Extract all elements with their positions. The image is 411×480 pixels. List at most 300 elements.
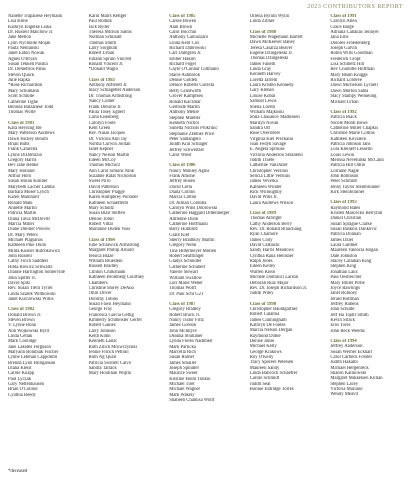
contributor-name: Kent Green <box>88 125 111 131</box>
contributor-name: Sandra Tarlack <box>88 366 117 371</box>
page-header: 2023 CONTRIBUTORS REPORT <box>307 3 403 10</box>
contributor-name: Grover Kampfsen <box>169 94 203 100</box>
contributor-name: Ollin Driver <box>88 291 112 297</box>
contributor-name: Shila Chasanov Mathiesen <box>249 115 300 121</box>
contributor-name: Karin Marrs Rettger <box>88 14 127 19</box>
contributor-name: Mary Bibler Pirtle <box>330 280 365 286</box>
contributor-name: Diane Dreiller Powers <box>8 227 50 233</box>
footnote-deceased: *deceased <box>8 469 28 474</box>
contributor-name: Deborah Ruiz Major <box>249 280 289 286</box>
contributor-name: Raymond Bates <box>330 205 361 211</box>
contributor-name: Suzanne Rafat Nicholson <box>88 173 137 179</box>
contributor-name: Carolyn Foote <box>88 120 116 126</box>
contributor-name: Diana Kleist <box>8 366 32 371</box>
contributor-name: Jeffrey Schweitzer <box>169 147 205 153</box>
contributor-name: Linda Cetlak <box>8 333 33 339</box>
contributor-name: Loretta Jafrem <box>249 77 278 83</box>
contributor-name: Gladys Schindler <box>169 259 202 265</box>
contributor-name: Arthur Horn <box>8 173 32 179</box>
contributor-name: Mark Parlicka <box>169 344 196 350</box>
contributor-name: Victoria Mariano <box>330 387 363 393</box>
contributor-name: Linda Babcock Schaeffer <box>249 371 298 376</box>
contributor-name: John McIntyre <box>169 328 197 334</box>
contributor-name: Eileen Kelley <box>249 264 276 270</box>
contributor-name: Richard Dabrowski <box>169 46 206 52</box>
class-year-heading: Class of 1982 <box>8 307 35 313</box>
contributor-name: Larry Sorghum <box>88 46 118 52</box>
contributor-name: Selicia Little Versluis <box>249 173 291 179</box>
contributor-name: Denice Roberts Gorecki <box>169 83 215 89</box>
contributor-name: Dorothy Tobins <box>88 296 118 302</box>
contributor-name: Susan Fawn Heymann <box>88 301 131 307</box>
contributor-name: Mary Schumann <box>8 88 40 94</box>
contributor-name: Bev Charlotte Hoffman <box>330 67 375 73</box>
contributor-name: James Veverka <box>249 179 278 185</box>
contributor-name: Louise Kobal <box>249 93 276 99</box>
contributor-name: Rev. Dr. Joseph Richardson Jr. <box>249 285 308 291</box>
contributor-name: Denise Jones <box>249 338 275 344</box>
contributor-name: Shaheen Chamisa Wolff <box>169 398 215 404</box>
contributor-name: Gregory Bradley <box>169 307 201 313</box>
class-year-heading: Class of 1990 <box>249 301 277 307</box>
contributor-name: Carla Eisenberg <box>88 115 119 121</box>
contributor-name: Susan Sprague Clarke <box>330 221 372 227</box>
contributor-name: Kenneth Harvey <box>249 72 281 78</box>
contributor-name: Dr. Paul Schl G21 <box>169 291 204 297</box>
contributor-name: Stephen Lacey <box>330 381 359 387</box>
contributor-name: Anthony Afflerett Jr. <box>88 83 128 89</box>
contributor-name: Francesca Garcia Gettig <box>88 312 134 318</box>
contributor-name: Marcella Rich <box>169 349 196 355</box>
contributor-name: Ruth Ng Quail <box>88 355 117 361</box>
contributor-name: Robert Vittal <box>88 222 113 228</box>
contributor-name: Robert Gaines <box>88 323 116 329</box>
contributor-name: Susan Horan Kollner <box>8 179 48 185</box>
contributor-name: Virginia Kiel Preckalla <box>249 136 293 142</box>
contributor-name: Patricia Martin <box>8 211 37 217</box>
contributor-name: Carole Knapp <box>8 371 35 377</box>
contributor-name: Dr. Thomas Armstrong <box>88 93 132 99</box>
contributor-name: Lynne Lehman Cappotimi <box>8 355 58 361</box>
contributor-name: Rev. Susan Trelli Tyrrel <box>8 286 53 292</box>
contributor-name: Susan Blair Steffen <box>88 211 125 217</box>
contributor-name: Mark Wakely <box>169 392 195 398</box>
contributor-name: Kenneth Nichol <box>169 120 199 126</box>
contributor-name: Scott Schiblle <box>8 94 35 100</box>
contributor-name: Patricia Hill Odrio <box>330 163 366 169</box>
contributor-name: Anthony Mehle <box>169 110 199 116</box>
contributor-name: Gary Nettenhausen <box>8 382 45 388</box>
contributor-name: Deanna Shullaner <box>169 333 203 339</box>
contributor-name: David Grabacki <box>249 243 280 249</box>
contributor-name: Carl Dahlgren Jr. <box>169 51 202 57</box>
contributor-name: Michael Tirer <box>169 382 195 388</box>
contributor-name: Dianne Harrington Somerville <box>8 270 66 276</box>
contributor-name: Michelle Wagemann Barrett <box>249 35 303 41</box>
contributor-name: Sweet Pirro <box>88 179 111 185</box>
contributor-name: Linda Kent Cox <box>169 40 200 46</box>
contributor-name: Kenneth Lastic <box>88 339 118 345</box>
contributor-name: Sherry Bradbury Martin <box>169 238 215 244</box>
contributor-name: Brian Butts <box>8 141 30 147</box>
contributor-name: Lori Marie Weber <box>169 280 203 286</box>
class-year-heading: Class of 1981 <box>8 120 35 126</box>
contributor-name: Eugene Dzingeleski Jr. <box>249 51 293 57</box>
contributor-name: Karen Humphrey Pursiner <box>88 195 139 201</box>
contributor-name: Norman Schlaubt <box>88 35 122 41</box>
contributor-name: Lynda Flores Nadlmeir <box>169 339 213 345</box>
contributor-name: Ruth Zilich Mrowczynski <box>88 344 138 350</box>
contributor-name: Robert Calamia <box>249 312 280 318</box>
contributor-name: Lynne DiDomizio <box>8 152 42 158</box>
contributor-name: Steven Brown <box>8 317 35 323</box>
contributor-name: E. Angela Sprouse <box>249 147 285 153</box>
contributor-name: Gregory Nemi <box>169 243 197 249</box>
contributor-name: Julie Schlawick Armstrong <box>88 243 140 249</box>
contributor-name: Thomas Albright <box>249 216 282 222</box>
contributor-name: Larry Johnson <box>88 328 116 334</box>
contributor-name: Stephanie Zentner Price <box>169 131 215 137</box>
contributor-name: Teresa Casarza Beaver <box>249 45 293 51</box>
column-3 <box>169 14 244 403</box>
contributor-name: John Beck Weems <box>330 328 365 334</box>
contributor-name: Stacy Schlagetter Anderson <box>88 88 141 94</box>
contributor-name: Tina Hittermeyer Mollen <box>169 248 217 254</box>
contributor-name: Sheila Loreto <box>249 104 276 110</box>
contributor-name: Thomas Dzingeleski <box>249 56 289 62</box>
contributor-name: Janet Kepner <box>88 147 114 153</box>
contributor-name: Jenny Taylor Steinbrunner <box>330 184 380 190</box>
contributor-name: Denise Golden <box>169 78 198 84</box>
contributor-name: Dolores Froedenberg <box>330 40 370 46</box>
contributor-name: Christopher Baumgartner <box>249 306 298 312</box>
contributor-name: Clinton Cruikshank <box>88 269 126 275</box>
contributor-name: Catherine Schubert <box>169 264 206 270</box>
contributor-name: Michele Dominici Larson <box>249 275 299 281</box>
contributor-name: Theresa Michon Saltos <box>88 30 132 36</box>
contributor-name: William Swallow <box>169 275 202 281</box>
contributor-name: Nancy Comer <box>88 99 115 105</box>
contributor-name: *Donald Waglo <box>88 67 118 73</box>
contributor-name: Linda Zillner <box>249 19 275 25</box>
contributor-name: Laura Gardner <box>330 243 358 249</box>
contributor-name: Joseph Galvin <box>330 46 358 52</box>
class-year-heading: Class of 1988 <box>249 29 277 35</box>
contributor-name: Carole Bowen <box>169 19 197 25</box>
contributor-name: Grace Barge <box>330 24 354 30</box>
contributor-name: Carolyn Allen <box>330 19 357 25</box>
contributor-name: Mary Holland <box>8 168 35 174</box>
contributor-name: Paula Tosey Egbert <box>88 109 125 115</box>
contributor-name: David Wills Jr. <box>249 195 278 201</box>
contributor-name: Marianne Dudek Voss <box>88 227 131 233</box>
contributor-name: Thomas Wolff <box>169 286 197 292</box>
contributor-name: Bonnie Eldridge Torres <box>249 387 294 393</box>
contributor-name: Brian O'Connor <box>8 387 38 393</box>
contributor-name: Daniel Christian <box>330 216 362 222</box>
contributor-name: Janet Kurczewski Willis <box>8 296 54 302</box>
contributor-name: Patricia Black <box>330 115 357 121</box>
contributor-name: Adriana Cabanas Tennyer <box>330 30 379 36</box>
contributor-name: Ronald Vincent Jr. <box>88 62 124 68</box>
contributor-name: Gayle O'Connor Gillmann <box>169 67 219 73</box>
contributor-name: Louis Lewin <box>330 152 355 158</box>
contributor-name: Donald Brown Jr. <box>8 312 42 318</box>
contributor-name: John Russell <box>8 254 32 260</box>
contributor-name: Lora Kleinert Lesselin <box>330 147 373 153</box>
column-1 <box>8 14 83 403</box>
contributor-name: Catherine Tighe <box>8 99 39 105</box>
contributor-name: Dr. Adrian Cordoba <box>169 200 207 206</box>
contributor-name: Paul Rudnik <box>88 19 112 25</box>
contributor-name: Jonathan Laux <box>330 269 358 275</box>
contributor-name: Ronald Maki <box>8 200 33 206</box>
contributor-name: Linda Gray <box>249 67 272 73</box>
contributor-name: Ryan Chamore <box>249 232 278 238</box>
contributor-name: Peter Santangelo <box>169 136 201 142</box>
contributor-name: Marilyn Novak <box>249 120 279 126</box>
contributor-name: Wendy Meavit <box>330 392 358 398</box>
contributor-name: Judith Wiley <box>249 291 274 297</box>
contributor-name: James Smaller <box>169 360 197 366</box>
contributor-name: Karen Mainhard <box>8 195 39 201</box>
contributor-name: Victoria Anderson Seranello <box>249 152 303 158</box>
contributor-name: Maureen Sandy <box>249 365 280 371</box>
contributor-name: Susan Werner Eckhart <box>330 349 373 355</box>
contributor-name: George Krakows <box>249 349 282 355</box>
contributor-name: Julie Rapka <box>8 78 31 84</box>
contributor-name: Dawn McKeever Baney <box>249 40 296 46</box>
contributor-name: Melissa Nevelutski McCann <box>330 157 384 163</box>
contributor-name: Carolyn Wills Dobrowski <box>169 206 218 212</box>
contributor-name: Anthony Cannizzaro <box>169 35 209 41</box>
contributor-name: Dale Johnston <box>330 253 358 259</box>
contributor-name: Mary Schultz <box>88 206 114 212</box>
contributor-name: Linda Szarek Wittkowski <box>8 291 56 297</box>
contributor-name: Dr. Russell Malchow Jr. <box>8 30 54 36</box>
contributor-name: Stacey Callahan King <box>330 259 372 265</box>
contributor-name: Keith Kohn <box>88 333 111 339</box>
contributor-name: Chambers <box>88 280 108 286</box>
contributor-name: Nancy Nelson Martin <box>88 152 130 158</box>
contributor-name: Lisa Kline <box>8 19 28 25</box>
contributor-name: Sandra Ott <box>249 125 270 131</box>
contributor-name: Ronald Kaczmar <box>169 99 201 105</box>
contributor-name: Dawn Hickey Bloom <box>8 136 48 142</box>
contributor-name: Gregory Harris <box>8 157 37 163</box>
contributor-name: Dawn Morton Sabla <box>330 88 369 94</box>
contributor-name: Barry Hubbard <box>169 227 198 233</box>
contributor-name: Norma Curwin Jordan <box>88 141 131 147</box>
contributor-name: Russell Bradley <box>88 264 119 270</box>
contributor-name: Nancy Mohley Agins <box>169 168 210 174</box>
contributor-name: Christopher Versluis <box>249 168 289 174</box>
contributor-name: Dawn Michelson Lycnell <box>330 83 378 89</box>
contributor-name: Kimberly Schmeisler Gerfel <box>88 317 142 323</box>
contributor-name: Joyce Rawlings <box>330 285 360 291</box>
contributor-name: William Bluestein <box>88 259 123 265</box>
contributor-name: Kristine Holm Tonkin <box>169 376 211 382</box>
contributor-name: Rev. Nasas Jacques <box>88 131 126 137</box>
contributor-name: Richard Fogel <box>169 62 196 68</box>
contributor-name: Hilda Rowicz Schwartz <box>8 264 53 270</box>
contributor-name: Frank DeSimo Jr. <box>88 104 122 110</box>
contributor-name: James Cunningham <box>249 317 287 323</box>
contributor-name: Catherine Hoffmann <box>169 222 208 228</box>
contributor-name: Steven Quack <box>8 72 35 78</box>
contributor-name: Denise Tobin <box>88 216 114 222</box>
contributor-name: Mary Beam Knigge <box>330 72 368 78</box>
contributor-name: Sandy Harris Meadows <box>249 248 294 254</box>
contributor-name: Janet Eaton Nowak <box>8 51 45 57</box>
contributor-name: Barbara Moser Lynch <box>8 190 49 195</box>
contributor-name: Mark Coolidge <box>8 339 37 345</box>
contributor-name: Carol Carbeck Forster <box>330 354 373 360</box>
class-year-heading: Class of 1994 <box>330 338 357 344</box>
contributor-name: Kathleen Winder <box>249 184 282 190</box>
contributor-name: Christine Storey DeAno <box>88 285 134 291</box>
contributor-name: Sharon Kalinowski <box>330 371 367 376</box>
contributor-name: Laura Andrews Wilson <box>249 200 293 206</box>
contributor-name: Adrienne Dunn <box>169 216 199 222</box>
contributor-name: Eileen McCoy <box>88 157 116 163</box>
contributor-name: Joseph Spindler <box>169 366 200 371</box>
contributor-name: Mary Houlihan Wojtla <box>88 371 131 377</box>
contributor-name: Stephen Mueller <box>169 115 201 121</box>
contributor-name: Thomas Smith <box>88 40 117 46</box>
contributor-name: Michael Wagner <box>169 387 201 393</box>
contributor-name: Ann Wojkowski Byrd <box>8 328 49 334</box>
contributor-name: Judith Seal <box>249 381 271 387</box>
class-year-heading: Class of 1992 <box>330 109 357 115</box>
contributor-name: Alan Brown <box>169 24 193 30</box>
contributor-name: Michael Hergenreck <box>330 365 369 371</box>
contributor-name: Marcia Cotton <box>169 195 197 201</box>
contributor-name: James Dziel <box>330 237 354 243</box>
contributor-name: Richard Lordeve <box>330 78 363 84</box>
contributor-name: Cathy Anderson Berry <box>249 221 292 227</box>
contributor-name: Gary Kleban <box>249 88 274 94</box>
contributor-name: Nanette Trapanese Heymann <box>8 14 63 19</box>
contributor-name: William Majkoski <box>249 109 284 115</box>
contributor-name: Belinda Balzanese Todd <box>8 104 54 110</box>
contributor-name: Kathryn Engelke Liska <box>8 24 52 30</box>
contributor-name: Agnes O'Bryan <box>8 56 37 62</box>
contributor-name: Robin Wills Goodman <box>330 51 373 57</box>
contributor-name: Juliann Sprain Vincent <box>88 56 132 62</box>
contributor-name: Jeffrey Rubens <box>330 301 359 307</box>
contributor-name: Paula Nenninski <box>8 46 39 52</box>
contributor-name: David Spitz <box>8 280 31 286</box>
contributor-name: Susan Tekkeh Pasilla <box>8 62 48 68</box>
contributor-name: Carole Schmidt <box>249 376 280 382</box>
contributor-name: Paul Lyczak <box>8 376 32 382</box>
contributor-name: Patricia Johnson Jans <box>330 141 371 147</box>
contributor-name: Susan Romer <box>169 355 195 361</box>
contributor-name: David Certa <box>169 184 192 190</box>
class-year-heading: Class of 1985 <box>169 14 196 19</box>
contributor-name: James Gordon <box>169 323 197 329</box>
contributor-name: Rev. Dr. Ronald Brauchang <box>249 227 302 233</box>
contributor-name: Kathleen Schaefferm <box>88 200 129 206</box>
contributor-name: Roy O'Kelly <box>249 354 274 360</box>
contributor-name: Mary Patterson Andrews <box>8 131 55 137</box>
contributor-name: Stephen King <box>330 264 357 270</box>
column-4 <box>250 14 325 403</box>
contributor-name: Maryann Bolubiak Fischer <box>8 349 59 355</box>
class-year-heading: Class of 1987 <box>169 301 196 307</box>
contributor-name: Dr. Demetrios Patus <box>8 67 46 73</box>
contributor-name: Orlena Byrum Wynn <box>249 14 289 19</box>
contributor-name: Kevin Strack <box>330 317 355 323</box>
contributor-name: Kathryn De Fontes <box>249 322 286 328</box>
contributor-name: Lorraine Nagle <box>330 168 359 174</box>
class-year-heading: Class of 1993 <box>330 200 357 206</box>
contributor-name: Lynn Nycholde Mojak <box>8 40 51 46</box>
contributor-name: Judith Kral Schlager <box>169 142 208 148</box>
contributor-name: George Fray <box>88 307 113 313</box>
class-year-heading: Class of 1986 <box>169 163 196 169</box>
contributor-name: Nancy Tudor Fritz <box>169 317 204 323</box>
contributor-name: Jerald Rottman <box>330 296 359 302</box>
contributor-name: Diana Collins <box>169 190 196 195</box>
contributor-name: Jane Mellon <box>8 35 32 41</box>
contributor-name: Jeff Ha Tajdir Smith <box>330 312 369 318</box>
contributor-name: Diana Tavia McDevitt <box>8 216 50 222</box>
contributor-name: Marcia Miller <box>8 222 35 228</box>
contributor-name: Brenda Lynn Hilliganson <box>8 360 56 366</box>
contributor-name: Carol Wiest <box>169 152 192 158</box>
contributor-name: Ember Hakim <box>169 56 196 62</box>
contributor-name: Frank Cafarella <box>8 147 38 153</box>
contributor-name: Judith Hakami <box>330 360 358 366</box>
contributor-name: Annette Martin <box>8 206 37 212</box>
contributor-name: Nicole Monti Bowe <box>330 120 368 126</box>
contributor-name: Rose Overstreet <box>249 131 280 137</box>
contributor-name: Valerie Stewart <box>169 270 198 276</box>
contributor-name: Carol Bocchin <box>169 30 197 36</box>
contributor-columns <box>8 14 405 403</box>
contributor-name: Susan Baskins Dankovic <box>330 227 377 233</box>
contributor-name: Jeffrey Busen <box>169 179 196 185</box>
contributor-name: Samuel Lewis <box>249 99 277 105</box>
contributor-name: Judith Thiele <box>249 157 275 163</box>
contributor-name: Christopher Plagge <box>88 190 125 195</box>
contributor-name: Margaret Phillip Arnold <box>88 248 134 254</box>
contributor-name: Laura Kristen Kennedy <box>249 83 294 89</box>
contributor-name: David Patterson <box>88 184 119 190</box>
contributor-name: Michael Plagianos <box>8 238 43 244</box>
contributor-name: Jack Ryder <box>88 24 110 30</box>
contributor-name: James Fanelli <box>249 61 276 67</box>
contributor-name: Tracy Sporeer Petersen <box>249 360 294 366</box>
contributor-name: Jane Lakides Ferguson <box>8 344 51 350</box>
contributor-name: Patricia Swittell Calvo <box>88 360 132 366</box>
contributor-name: Jennie Frinch Petroni <box>88 349 129 355</box>
contributor-name: Michael Urban <box>330 99 359 105</box>
contributor-name: Kirk Steinbrunner <box>330 190 365 195</box>
contributor-name: Thomas Michicz <box>88 163 121 169</box>
contributor-name: Janet Rolnoey <box>330 291 358 297</box>
contributor-name: James Cody <box>249 237 273 243</box>
column-2 <box>89 14 164 403</box>
contributor-name: Paul Oestreicher <box>330 275 362 281</box>
contributor-name: John Spitter Jr. <box>8 275 36 281</box>
contributor-name: Frank Amone <box>169 173 195 179</box>
contributor-name: Maureen Valencia Hogan <box>330 248 378 254</box>
contributor-name: Kristen Mascecko Berryhill <box>330 211 383 217</box>
contributor-name: Ann Carol Simons Nink <box>88 168 135 174</box>
